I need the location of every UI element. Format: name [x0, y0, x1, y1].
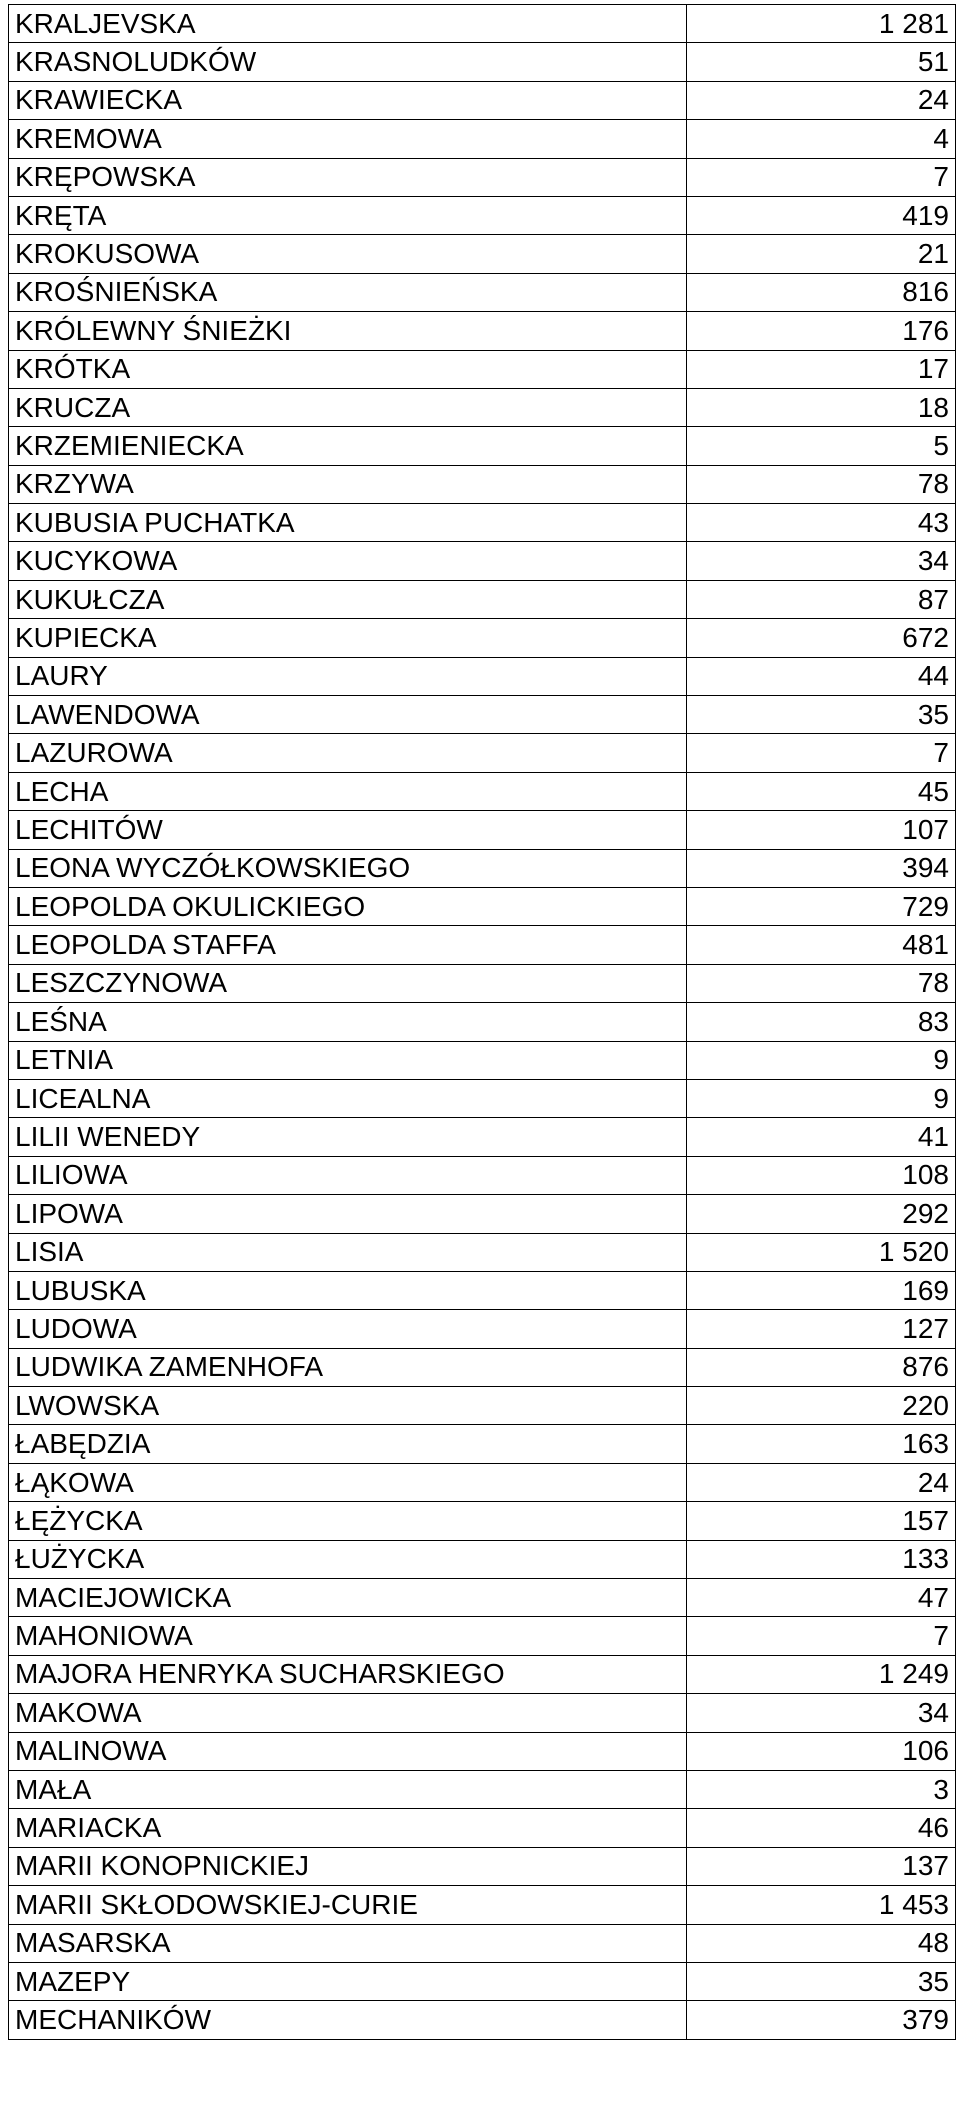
street-name-cell: LICEALNA: [9, 1079, 687, 1117]
street-name-cell: MARIACKA: [9, 1809, 687, 1847]
street-name-cell: LUDWIKA ZAMENHOFA: [9, 1348, 687, 1386]
table-row: [9, 1886, 956, 1924]
count-cell: 292: [687, 1195, 956, 1233]
table-row: [9, 964, 956, 1002]
table-row: [9, 1924, 956, 1962]
count-cell: 9: [687, 1041, 956, 1079]
count-cell: 34: [687, 542, 956, 580]
street-name-cell: KRÓLEWNY ŚNIEŻKI: [9, 312, 687, 350]
table-row: [9, 1847, 956, 1885]
count-cell: 1 520: [687, 1233, 956, 1271]
street-name-cell: KRÓTKA: [9, 350, 687, 388]
street-count-table: [8, 4, 956, 2040]
table-row: [9, 388, 956, 426]
street-name-cell: KRZEMIENIECKA: [9, 427, 687, 465]
count-cell: 3: [687, 1770, 956, 1808]
count-cell: 34: [687, 1694, 956, 1732]
count-cell: 876: [687, 1348, 956, 1386]
count-cell: 106: [687, 1732, 956, 1770]
count-cell: 44: [687, 657, 956, 695]
table-row: [9, 504, 956, 542]
street-name-cell: KRASNOLUDKÓW: [9, 43, 687, 81]
table-row: [9, 1617, 956, 1655]
count-cell: 21: [687, 235, 956, 273]
street-name-cell: MARII KONOPNICKIEJ: [9, 1847, 687, 1885]
street-name-cell: MECHANIKÓW: [9, 2001, 687, 2039]
street-name-cell: MAZEPY: [9, 1962, 687, 2000]
count-cell: 83: [687, 1003, 956, 1041]
count-cell: 7: [687, 734, 956, 772]
table-row: [9, 1310, 956, 1348]
street-name-cell: MALINOWA: [9, 1732, 687, 1770]
table-row: [9, 542, 956, 580]
count-cell: 41: [687, 1118, 956, 1156]
street-name-cell: ŁĘŻYCKA: [9, 1502, 687, 1540]
count-cell: 5: [687, 427, 956, 465]
street-name-cell: MAŁA: [9, 1770, 687, 1808]
table-row: [9, 158, 956, 196]
street-name-cell: ŁUŻYCKA: [9, 1540, 687, 1578]
table-row: [9, 1962, 956, 2000]
table-row: [9, 1003, 956, 1041]
count-cell: 176: [687, 312, 956, 350]
table-row: [9, 696, 956, 734]
count-cell: 7: [687, 1617, 956, 1655]
table-row: [9, 1079, 956, 1117]
table-row: [9, 81, 956, 119]
street-name-cell: KUCYKOWA: [9, 542, 687, 580]
street-name-cell: MASARSKA: [9, 1924, 687, 1962]
table-row: [9, 196, 956, 234]
count-cell: 169: [687, 1271, 956, 1309]
count-cell: 127: [687, 1310, 956, 1348]
table-row: [9, 772, 956, 810]
table-row: [9, 43, 956, 81]
street-name-cell: LEOPOLDA STAFFA: [9, 926, 687, 964]
street-name-cell: KRĘPOWSKA: [9, 158, 687, 196]
table-row: [9, 1502, 956, 1540]
street-name-cell: ŁĄKOWA: [9, 1463, 687, 1501]
table-row: [9, 1770, 956, 1808]
count-cell: 220: [687, 1387, 956, 1425]
street-name-cell: LILII WENEDY: [9, 1118, 687, 1156]
table-row: [9, 1233, 956, 1271]
street-name-cell: KUPIECKA: [9, 619, 687, 657]
street-name-cell: LESZCZYNOWA: [9, 964, 687, 1002]
table-row: [9, 350, 956, 388]
street-name-cell: KROŚNIEŃSKA: [9, 273, 687, 311]
street-name-cell: KRUCZA: [9, 388, 687, 426]
table-row: [9, 1655, 956, 1693]
street-name-cell: LWOWSKA: [9, 1387, 687, 1425]
street-name-cell: LEŚNA: [9, 1003, 687, 1041]
count-cell: 9: [687, 1079, 956, 1117]
street-name-cell: MACIEJOWICKA: [9, 1579, 687, 1617]
count-cell: 108: [687, 1156, 956, 1194]
table-row: [9, 1387, 956, 1425]
count-cell: 163: [687, 1425, 956, 1463]
table-row: [9, 811, 956, 849]
street-name-cell: KUBUSIA PUCHATKA: [9, 504, 687, 542]
count-cell: 24: [687, 81, 956, 119]
street-name-cell: KRAWIECKA: [9, 81, 687, 119]
table-row: [9, 2001, 956, 2039]
street-name-cell: LEONA WYCZÓŁKOWSKIEGO: [9, 849, 687, 887]
count-cell: 4: [687, 120, 956, 158]
count-cell: 35: [687, 696, 956, 734]
street-name-cell: LISIA: [9, 1233, 687, 1271]
table-row: [9, 1348, 956, 1386]
count-cell: 35: [687, 1962, 956, 2000]
street-name-cell: LECHA: [9, 772, 687, 810]
table-row: [9, 734, 956, 772]
count-cell: 133: [687, 1540, 956, 1578]
street-name-cell: LEOPOLDA OKULICKIEGO: [9, 887, 687, 925]
table-row: [9, 1425, 956, 1463]
street-count-sheet: [8, 4, 955, 2040]
count-cell: 78: [687, 964, 956, 1002]
count-cell: 481: [687, 926, 956, 964]
table-row: [9, 465, 956, 503]
count-cell: 137: [687, 1847, 956, 1885]
street-name-cell: KRALJEVSKA: [9, 5, 687, 43]
count-cell: 379: [687, 2001, 956, 2039]
street-name-cell: ŁABĘDZIA: [9, 1425, 687, 1463]
street-name-cell: LIPOWA: [9, 1195, 687, 1233]
table-row: [9, 1809, 956, 1847]
street-name-cell: MAKOWA: [9, 1694, 687, 1732]
count-cell: 48: [687, 1924, 956, 1962]
street-name-cell: MAJORA HENRYKA SUCHARSKIEGO: [9, 1655, 687, 1693]
table-row: [9, 657, 956, 695]
table-row: [9, 619, 956, 657]
count-cell: 1 453: [687, 1886, 956, 1924]
street-name-cell: KUKUŁCZA: [9, 580, 687, 618]
count-cell: 1 249: [687, 1655, 956, 1693]
count-cell: 107: [687, 811, 956, 849]
street-name-cell: LUBUSKA: [9, 1271, 687, 1309]
count-cell: 394: [687, 849, 956, 887]
table-row: [9, 312, 956, 350]
table-row: [9, 1540, 956, 1578]
count-cell: 672: [687, 619, 956, 657]
table-row: [9, 235, 956, 273]
street-name-cell: MAHONIOWA: [9, 1617, 687, 1655]
street-name-cell: LAURY: [9, 657, 687, 695]
table-row: [9, 1156, 956, 1194]
table-row: [9, 1195, 956, 1233]
table-row: [9, 427, 956, 465]
count-cell: 46: [687, 1809, 956, 1847]
street-name-cell: LILIOWA: [9, 1156, 687, 1194]
street-name-cell: KROKUSOWA: [9, 235, 687, 273]
street-name-cell: LAWENDOWA: [9, 696, 687, 734]
table-row: [9, 887, 956, 925]
table-row: [9, 120, 956, 158]
table-row: [9, 580, 956, 618]
count-cell: 1 281: [687, 5, 956, 43]
count-cell: 24: [687, 1463, 956, 1501]
count-cell: 78: [687, 465, 956, 503]
table-row: [9, 5, 956, 43]
count-cell: 419: [687, 196, 956, 234]
count-cell: 45: [687, 772, 956, 810]
table-row: [9, 1463, 956, 1501]
street-name-cell: MARII SKŁODOWSKIEJ-CURIE: [9, 1886, 687, 1924]
count-cell: 17: [687, 350, 956, 388]
table-row: [9, 1579, 956, 1617]
street-count-table-body: [9, 5, 956, 2040]
count-cell: 816: [687, 273, 956, 311]
table-row: [9, 849, 956, 887]
count-cell: 43: [687, 504, 956, 542]
count-cell: 47: [687, 1579, 956, 1617]
street-name-cell: KREMOWA: [9, 120, 687, 158]
count-cell: 7: [687, 158, 956, 196]
count-cell: 51: [687, 43, 956, 81]
table-row: [9, 1732, 956, 1770]
count-cell: 18: [687, 388, 956, 426]
street-name-cell: LETNIA: [9, 1041, 687, 1079]
street-name-cell: LUDOWA: [9, 1310, 687, 1348]
street-name-cell: LAZUROWA: [9, 734, 687, 772]
table-row: [9, 1118, 956, 1156]
street-name-cell: KRZYWA: [9, 465, 687, 503]
street-name-cell: LECHITÓW: [9, 811, 687, 849]
table-row: [9, 926, 956, 964]
street-name-cell: KRĘTA: [9, 196, 687, 234]
table-row: [9, 1041, 956, 1079]
count-cell: 87: [687, 580, 956, 618]
table-row: [9, 1271, 956, 1309]
count-cell: 157: [687, 1502, 956, 1540]
table-row: [9, 1694, 956, 1732]
count-cell: 729: [687, 887, 956, 925]
table-row: [9, 273, 956, 311]
